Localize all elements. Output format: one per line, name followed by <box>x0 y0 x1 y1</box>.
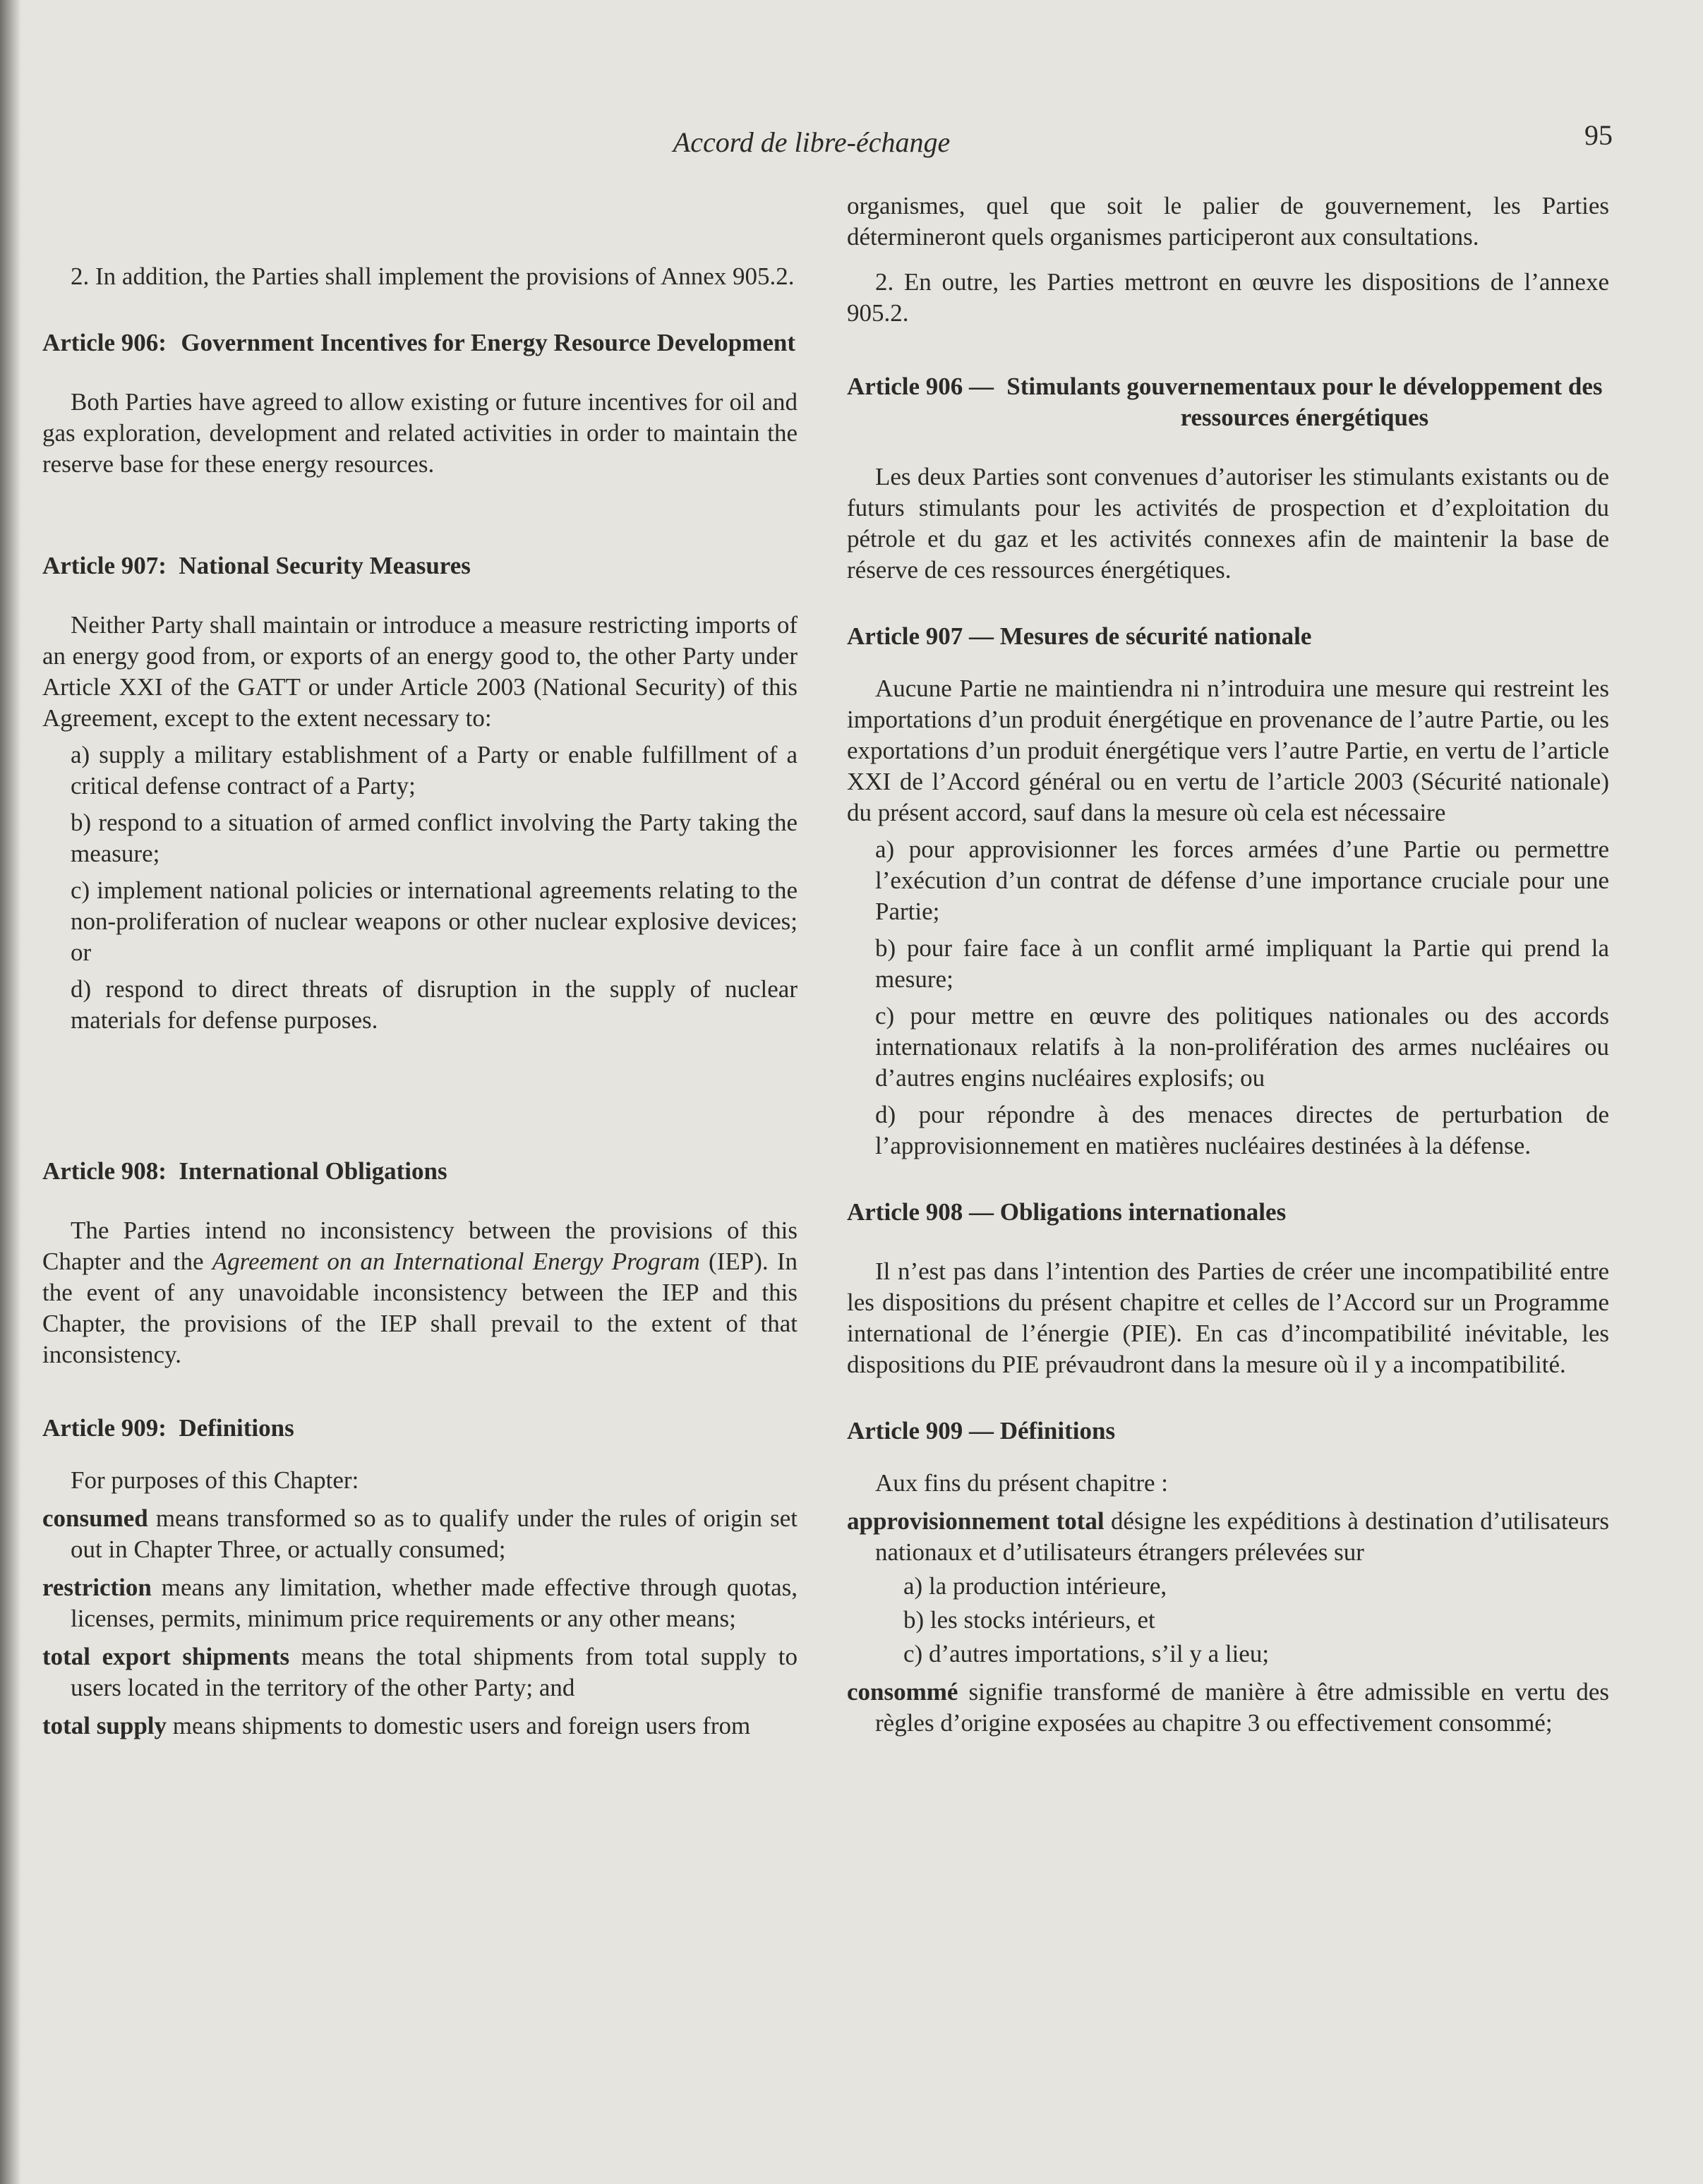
article-906-title-fr: Stimulants gouvernementaux pour le développement des ressources énergétiques <box>1006 373 1603 431</box>
article-907-heading-fr <box>847 621 1609 652</box>
article-908-heading-fr <box>847 1197 1609 1228</box>
article-909-title-fr: Définitions <box>999 1417 1116 1444</box>
list-item: c) implement national policies or international agreements relating to the non-proliferation of nuclear weapons or other nuclear explosive devices; or <box>71 876 798 966</box>
article-908-body <box>42 1215 798 1370</box>
page-gutter-shadow <box>0 0 21 2184</box>
article-907-number: Article 907: <box>42 552 167 579</box>
definition-item <box>42 1503 798 1565</box>
article-909-title: Definitions <box>179 1414 294 1442</box>
sub-item: b) les stocks intérieurs, et <box>903 1606 1155 1634</box>
page-number: 95 <box>1584 119 1613 151</box>
definition-text: désigne les expéditions à destination d’utilisateurs nationaux et d’utilisateurs étrangers prélevées sur <box>875 1507 1609 1566</box>
sub-item: a) la production intérieure, <box>903 1572 1167 1600</box>
list-item: a) supply a military establishment of a Party or enable fulfillment of a critical defense contract of a Party; <box>71 741 798 800</box>
article-907-title: National Security Measures <box>179 552 471 579</box>
article-906-body-fr: Les deux Parties sont convenues d’autoriser les stimulants existants ou de futurs stimulants pour les activités de prospection et d’exploitation du pétrole et du gaz et les activités connexes afin de maintenir la base de réserve de ces ressources énergétiques. <box>847 463 1609 584</box>
article-909-heading-fr <box>847 1416 1609 1447</box>
definition-term: total export shipments <box>42 1643 290 1670</box>
article-907-body: Neither Party shall maintain or introduce a measure restricting imports of an energy good from, or exports of an energy good to, the other Party under Article XXI of the GATT or under Article 2003 (National Security) of this Agreement, except to the extent necessary to: <box>42 611 798 732</box>
definition-term: restriction <box>42 1574 152 1601</box>
paragraph-annexe-905-2: 2. En outre, les Parties mettront en œuvre les dispositions de l’annexe 905.2. <box>847 268 1609 327</box>
definition-text: means any limitation, whether made effective through quotas, licenses, permits, minimum price requirements or any other means; <box>71 1574 798 1632</box>
article-908-number-fr: Article 908 — <box>847 1198 1000 1226</box>
article-908-title: International Obligations <box>179 1157 447 1185</box>
list-item: a) pour approvisionner les forces armées d’une Partie ou permettre l’exécution d’un contrat de défense d’une importance cruciale pour une Partie; <box>875 835 1609 925</box>
article-907-title-fr: Mesures de sécurité nationale <box>999 622 1312 650</box>
definition-item <box>42 1641 798 1703</box>
paragraph-annex-905-2: 2. In addition, the Parties shall implement the provisions of Annex 905.2. <box>71 263 795 290</box>
article-906-number-fr: Article 906 — <box>847 373 1000 400</box>
definition-term: approvisionnement total <box>847 1507 1105 1535</box>
article-909-intro-fr: Aux fins du présent chapitre : <box>875 1469 1169 1497</box>
definition-text: means shipments to domestic users and foreign users from <box>167 1712 751 1739</box>
definition-term: consommé <box>847 1678 958 1706</box>
article-908-heading <box>42 1156 798 1187</box>
definition-item <box>847 1506 1609 1568</box>
article-908-number: Article 908: <box>42 1157 167 1185</box>
article-908-body-fr: Il n’est pas dans l’intention des Parties de créer une incompatibilité entre les dispositions du présent chapitre et celles de l’Accord sur un Programme international de l’énergie (PIE). En cas d’incompatibilité inévitable, les dispositions du PIE prévaudront dans la mesure où il y a incompatibilité. <box>847 1257 1609 1378</box>
list-item: d) pour répondre à des menaces directes de perturbation de l’approvisionnement en matières nucléaires destinées à la défense. <box>875 1101 1609 1159</box>
definition-item <box>847 1677 1609 1739</box>
definition-text: signifie transformé de manière à être admissible en vertu des règles d’origine exposées au chapitre 3 ou effectivement consommé; <box>875 1678 1609 1737</box>
article-906-number: Article 906: <box>42 329 167 356</box>
iep-agreement-title: Agreement on an International Energy Program <box>212 1248 700 1275</box>
running-title: Accord de libre-échange <box>673 126 951 158</box>
article-907-number-fr: Article 907 — <box>847 622 1000 650</box>
sub-item: c) d’autres importations, s’il y a lieu; <box>903 1640 1270 1667</box>
article-909-heading <box>42 1413 798 1444</box>
article-906-heading-fr <box>847 371 1609 433</box>
list-item: b) pour faire face à un conflit armé impliquant la Partie qui prend la mesure; <box>875 934 1609 993</box>
list-item: c) pour mettre en œuvre des politiques nationales ou des accords internationaux relatifs à la non-prolifération des armes nucléaires ou d’autres engins nucléaires explosifs; ou <box>875 1002 1609 1092</box>
definition-term: total supply <box>42 1712 167 1739</box>
continued-paragraph: organismes, quel que soit le palier de gouvernement, les Parties détermineront quels organismes participeront aux consultations. <box>847 192 1609 251</box>
definition-term: consumed <box>42 1504 148 1532</box>
article-906-title: Government Incentives for Energy Resource Development <box>181 329 795 356</box>
definition-item <box>42 1572 798 1634</box>
definition-text: means the total shipments from total supply to users located in the territory of the other Party; and <box>71 1643 798 1701</box>
article-907-body-fr: Aucune Partie ne maintiendra ni n’introduira une mesure qui restreint les importations d’un produit énergétique en provenance de l’autre Partie, ou les exportations d’un produit énergétique vers l’autre Partie, en vertu de l’article XXI de l’Accord général ou en vertu de l’article 2003 (Sécurité nationale) du présent accord, sauf dans la mesure où cela est nécessaire <box>847 675 1609 826</box>
list-item: d) respond to direct threats of disruption in the supply of nuclear materials for defense purposes. <box>71 975 798 1034</box>
article-908-body-text: (IEP). In the event of any unavoidable inconsistency between the IEP and this Chapter, the provisions of the IEP shall prevail to the extent of that inconsistency. <box>42 1248 798 1368</box>
french-column <box>847 191 1609 1739</box>
article-909-intro: For purposes of this Chapter: <box>71 1466 359 1494</box>
article-906-heading <box>42 327 798 358</box>
article-908-title-fr: Obligations internationales <box>999 1198 1287 1226</box>
definition-item <box>42 1711 798 1742</box>
english-column <box>42 191 798 1742</box>
article-908-body-text: The Parties intend no inconsistency between the provisions of this Chapter and the <box>42 1217 798 1275</box>
article-907-heading <box>42 550 798 581</box>
article-909-number-fr: Article 909 — <box>847 1417 1000 1444</box>
article-909-number: Article 909: <box>42 1414 167 1442</box>
list-item: b) respond to a situation of armed conflict involving the Party taking the measure; <box>71 809 798 867</box>
definition-text: means transformed so as to qualify under the rules of origin set out in Chapter Three, or actually consumed; <box>71 1504 798 1563</box>
article-906-body: Both Parties have agreed to allow existing or future incentives for oil and gas exploration, development and related activities in order to maintain the reserve base for these energy resources. <box>42 388 798 478</box>
